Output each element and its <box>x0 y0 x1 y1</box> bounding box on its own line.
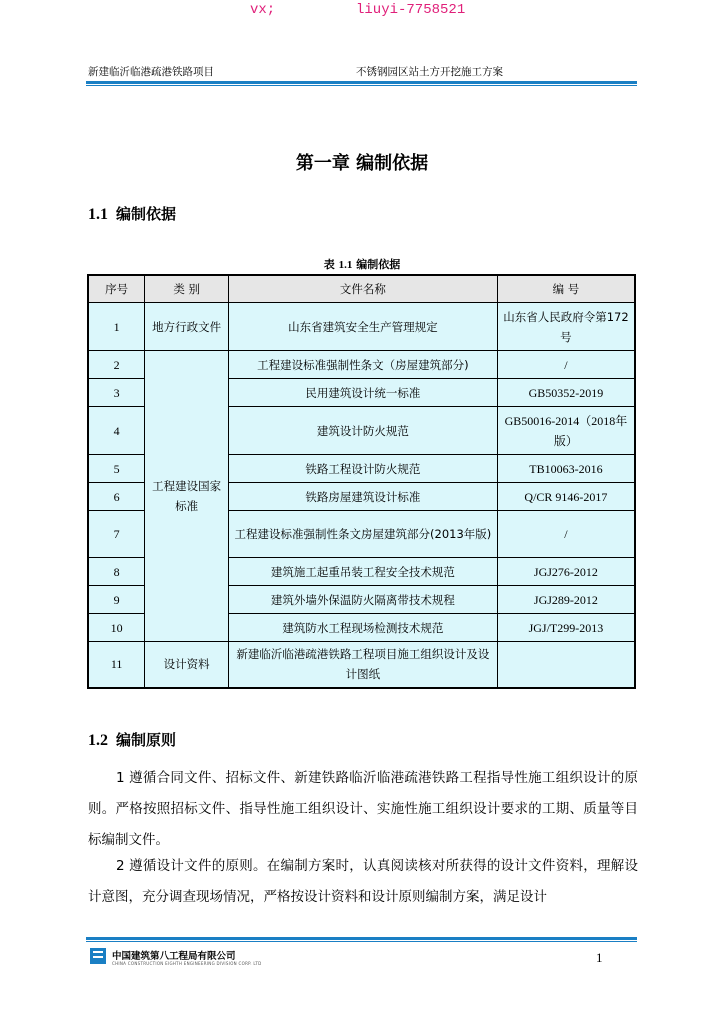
paragraph <box>88 763 638 856</box>
header-file-name: 文件名称 <box>228 275 497 303</box>
row-no: 2 <box>88 351 145 379</box>
row-code <box>497 642 635 688</box>
row-code: / <box>497 511 635 558</box>
caption-prefix: 表 <box>323 258 335 271</box>
table-row <box>88 351 635 379</box>
caption-title: 编制依据 <box>356 258 401 271</box>
section-title: 编制依据 <box>116 205 177 223</box>
paragraph-text: 2 遵循设计文件的原则。在编制方案时，认真阅读核对所获得的设计文件资料，理解设计意图，充分调查现场情况，严格按设计资料和设计原则编制方案，满足设计 <box>88 858 638 905</box>
section-heading-1-1 <box>88 203 176 224</box>
header-no: 序号 <box>88 275 145 303</box>
row-no: 7 <box>88 511 145 558</box>
row-name: 建筑防水工程现场检测技术规范 <box>228 614 497 642</box>
row-name: 铁路房屋建筑设计标准 <box>228 483 497 511</box>
table-row <box>88 303 635 351</box>
section-heading-1-2 <box>88 729 176 750</box>
row-category: 工程建设国家标准 <box>145 351 229 642</box>
row-code: Q/CR 9146-2017 <box>497 483 635 511</box>
row-code: JGJ276-2012 <box>497 558 635 586</box>
row-no: 10 <box>88 614 145 642</box>
row-no: 8 <box>88 558 145 586</box>
row-code: GB50016-2014（2018年版） <box>497 407 635 455</box>
row-name: 建筑施工起重吊装工程安全技术规范 <box>228 558 497 586</box>
row-code: GB50352-2019 <box>497 379 635 407</box>
row-code: TB10063-2016 <box>497 455 635 483</box>
paragraph <box>88 851 638 913</box>
section-number: 1.1 <box>88 206 108 223</box>
header-rule-thin <box>86 85 637 86</box>
row-no: 1 <box>88 303 145 351</box>
row-no: 4 <box>88 407 145 455</box>
row-no: 5 <box>88 455 145 483</box>
table-header-row <box>88 275 635 303</box>
row-name: 建筑设计防火规范 <box>228 407 497 455</box>
section-title: 编制原则 <box>116 731 177 749</box>
header-category: 类 别 <box>145 275 229 303</box>
company-logo-icon <box>90 948 106 964</box>
watermark-right: liuyi-7758521 <box>356 2 466 18</box>
row-name: 新建临沂临港疏港铁路工程项目施工组织设计及设计图纸 <box>228 642 497 688</box>
row-name: 山东省建筑安全生产管理规定 <box>228 303 497 351</box>
section-number: 1.2 <box>88 732 108 749</box>
row-name: 工程建设标准强制性条文房屋建筑部分(2013年版) <box>228 511 497 558</box>
row-code: JGJ289-2012 <box>497 586 635 614</box>
row-no: 9 <box>88 586 145 614</box>
row-name: 民用建筑设计统一标准 <box>228 379 497 407</box>
row-no: 11 <box>88 642 145 688</box>
header-code: 编 号 <box>497 275 635 303</box>
header-document-name: 不锈钢园区站土方开挖施工方案 <box>356 66 503 78</box>
row-name: 建筑外墙外保温防火隔离带技术规程 <box>228 586 497 614</box>
row-name: 工程建设标准强制性条文（房屋建筑部分) <box>228 351 497 379</box>
chapter-title: 第一章 编制依据 <box>295 153 429 174</box>
footer-company: 中国建筑第八工程局有限公司 <box>112 951 236 962</box>
basis-table <box>87 274 636 689</box>
row-category: 设计资料 <box>145 642 229 688</box>
paragraph-text: 1 遵循合同文件、招标文件、新建铁路临沂临港疏港铁路工程指导性施工组织设计的原则。严格按照招标文件、指导性施工组织设计、实施性施工组织设计要求的工期、质量等目标编制文件。 <box>88 770 638 848</box>
page-number: 1 <box>596 950 603 965</box>
footer-company-en: CHINA CONSTRUCTION EIGHTH ENGINEERING DIVISION CORP. LTD <box>112 961 262 966</box>
row-code: 山东省人民政府令第172号 <box>497 303 635 351</box>
row-name: 铁路工程设计防火规范 <box>228 455 497 483</box>
footer-rule-thin <box>86 941 637 942</box>
row-code: / <box>497 351 635 379</box>
caption-number: 1.1 <box>338 259 353 271</box>
table-row <box>88 642 635 688</box>
header-project-name: 新建临沂临港疏港铁路项目 <box>88 66 214 78</box>
watermark <box>0 2 724 22</box>
watermark-left: vx; <box>250 2 276 18</box>
table-caption <box>0 256 724 272</box>
header-rule <box>86 81 637 84</box>
row-no: 6 <box>88 483 145 511</box>
row-category: 地方行政文件 <box>145 303 229 351</box>
footer-rule <box>86 937 637 940</box>
row-code: JGJ/T299-2013 <box>497 614 635 642</box>
row-no: 3 <box>88 379 145 407</box>
